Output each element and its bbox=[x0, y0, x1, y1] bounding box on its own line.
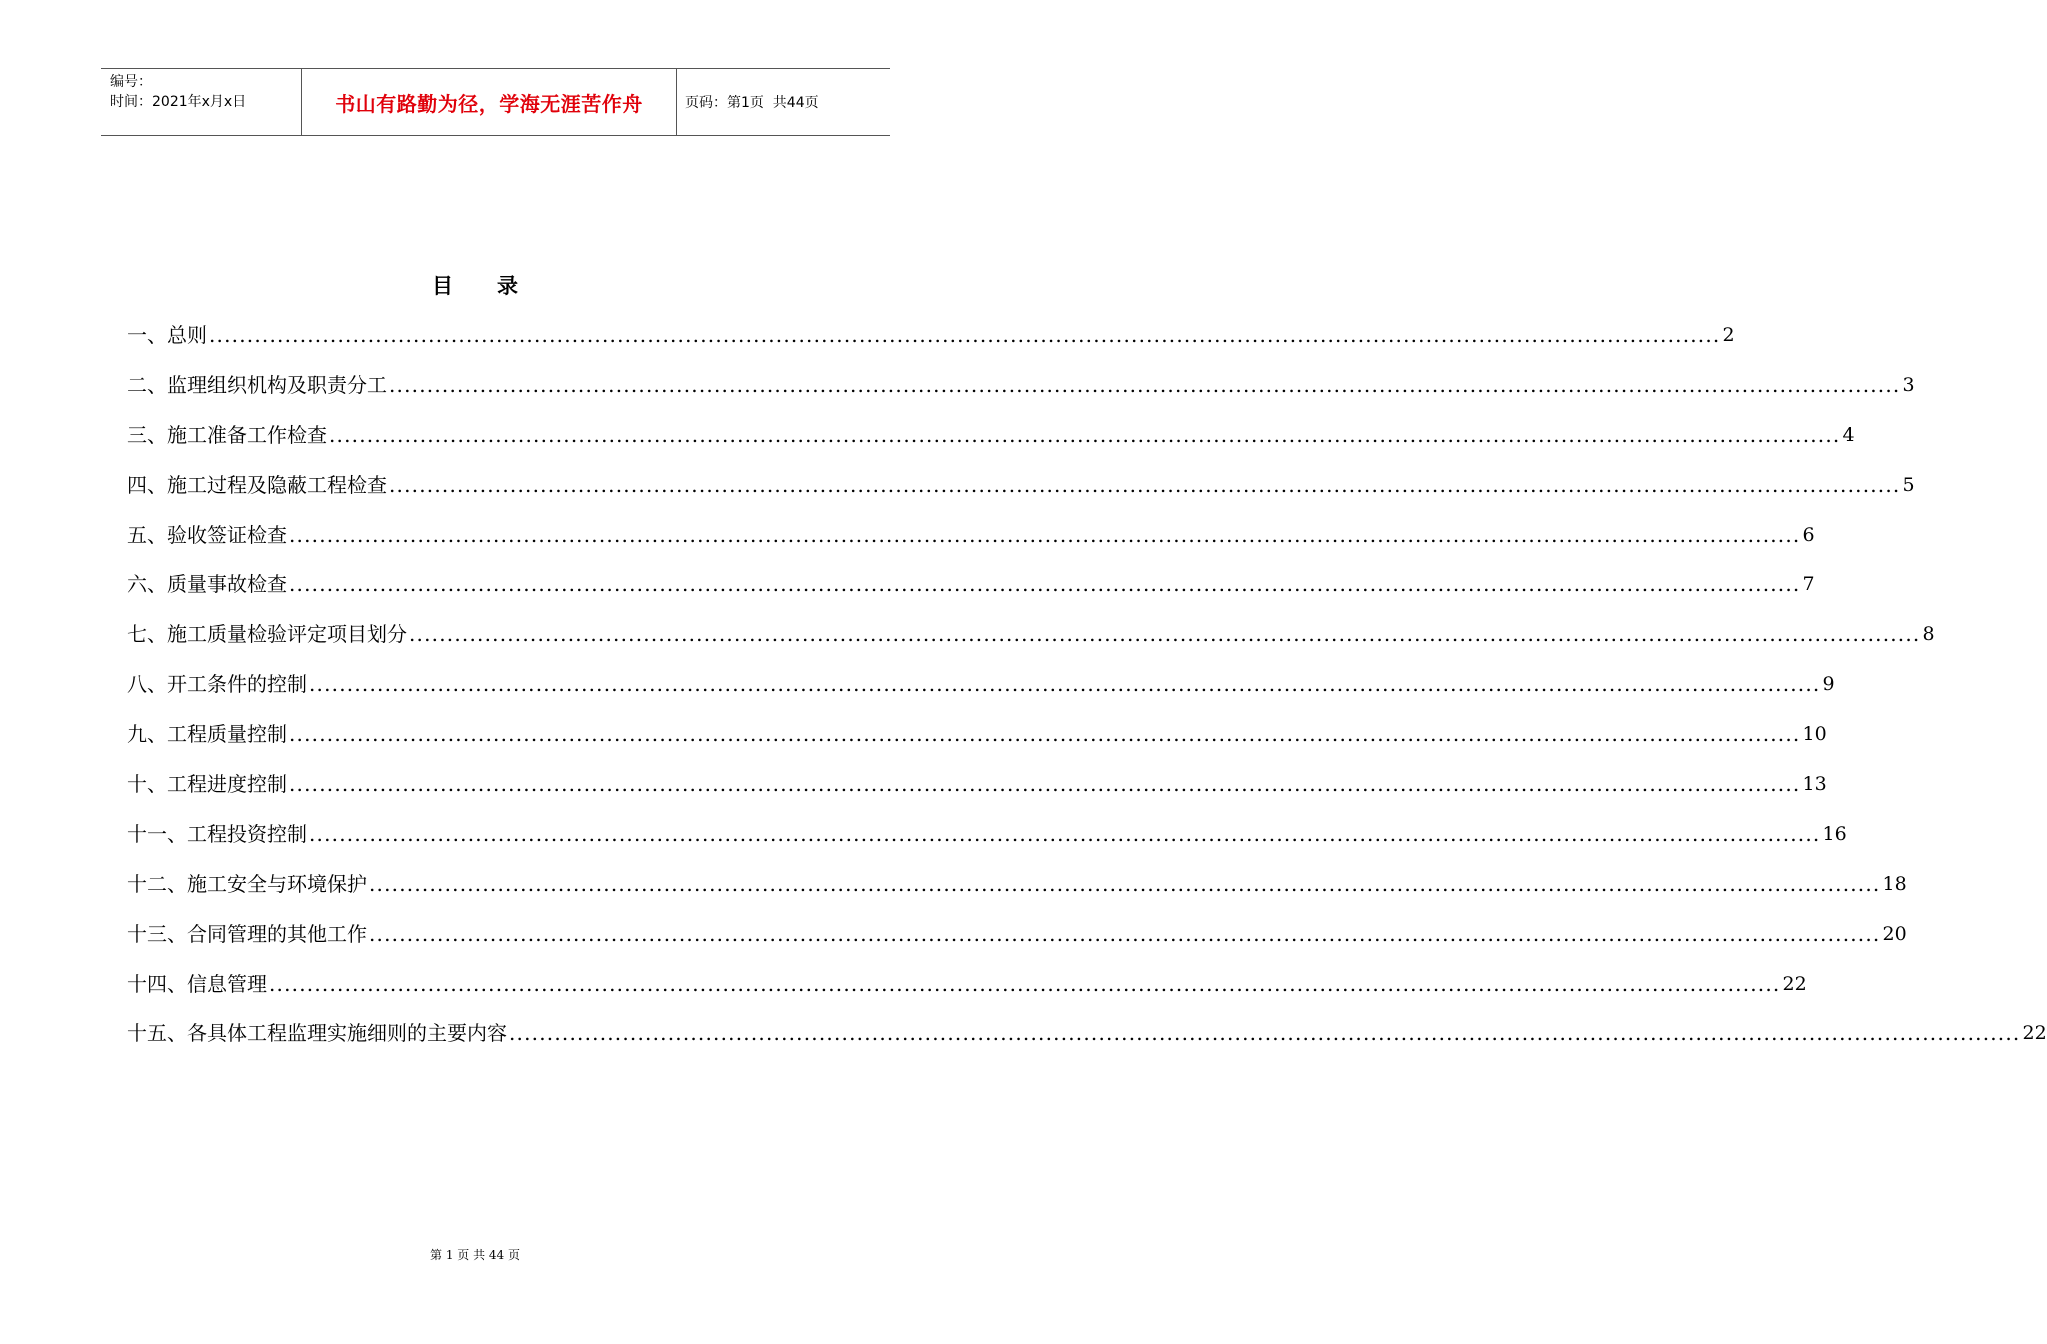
toc-entry-label: 十、工程进度控制 bbox=[127, 772, 287, 797]
toc-entry[interactable] bbox=[127, 1018, 2047, 1068]
toc-entry-label: 四、施工过程及隐蔽工程检查 bbox=[127, 472, 387, 497]
toc-entry-label: 八、开工条件的控制 bbox=[127, 672, 307, 697]
toc-title-left: 目 bbox=[432, 273, 453, 298]
toc-entry[interactable] bbox=[127, 669, 1835, 719]
toc-entry-label: 二、监理组织机构及职责分工 bbox=[127, 372, 387, 397]
toc-entry-label: 五、验收签证检查 bbox=[127, 522, 287, 547]
number-label: 编号： bbox=[110, 74, 152, 90]
header-divider-right bbox=[676, 69, 677, 135]
toc-leader-dots: ........................................................................................................................................................................................................ bbox=[409, 622, 1921, 647]
toc-title-right: 录 bbox=[497, 273, 518, 298]
toc-entry-page: 9 bbox=[1822, 673, 1835, 696]
toc-entry[interactable] bbox=[127, 569, 1815, 619]
toc-entry-label: 七、施工质量检验评定项目划分 bbox=[127, 622, 407, 647]
toc-entry-page: 2 bbox=[1722, 324, 1735, 346]
header-meta bbox=[110, 72, 246, 112]
toc-entry[interactable] bbox=[127, 619, 1935, 669]
toc-entry-page: 22 bbox=[1782, 972, 1807, 995]
page-footer: 第 1 页 共 44 页 bbox=[430, 1248, 520, 1262]
toc-entry-page: 13 bbox=[1802, 773, 1827, 796]
toc-leader-dots: ........................................................................................................................................................................................................ bbox=[289, 722, 1801, 747]
toc-leader-dots: ........................................................................................................................................................................................................ bbox=[389, 472, 1901, 497]
toc-entry[interactable] bbox=[127, 769, 1827, 819]
toc-entry-label: 九、工程质量控制 bbox=[127, 722, 287, 747]
toc-leader-dots: ........................................................................................................................................................................................................ bbox=[369, 921, 1881, 946]
toc-leader-dots: ........................................................................................................................................................................................................ bbox=[369, 871, 1881, 896]
toc-entry-label: 六、质量事故检查 bbox=[127, 572, 287, 597]
table-of-contents bbox=[127, 320, 2047, 1068]
toc-leader-dots: ........................................................................................................................................................................................................ bbox=[269, 971, 1781, 996]
toc-entry-page: 20 bbox=[1882, 922, 1907, 945]
toc-leader-dots: ........................................................................................................................................................................................................ bbox=[309, 821, 1821, 846]
toc-entry-label: 三、施工准备工作检查 bbox=[127, 422, 327, 447]
toc-entry-page: 10 bbox=[1802, 723, 1827, 746]
toc-entry-label: 十四、信息管理 bbox=[127, 971, 267, 996]
toc-entry-label: 十五、各具体工程监理实施细则的主要内容 bbox=[127, 1021, 507, 1046]
toc-entry-page: 6 bbox=[1802, 523, 1815, 546]
date-label: 时间：2021年x月x日 bbox=[110, 94, 247, 110]
toc-entry-label: 十一、工程投资控制 bbox=[127, 821, 307, 846]
toc-entry[interactable] bbox=[127, 420, 1855, 470]
toc-leader-dots: ........................................................................................................................................................................................................ bbox=[289, 522, 1801, 547]
document-header bbox=[101, 68, 890, 136]
toc-entry-page: 4 bbox=[1842, 423, 1855, 446]
toc-entry[interactable] bbox=[127, 719, 1827, 769]
toc-entry-page: 16 bbox=[1822, 822, 1847, 845]
toc-entry-page: 8 bbox=[1922, 623, 1935, 646]
header-page-info: 页码：第1页 共44页 bbox=[685, 95, 819, 111]
toc-leader-dots: ........................................................................................................................................................................................................ bbox=[509, 1021, 2021, 1046]
toc-entry-label: 十二、施工安全与环境保护 bbox=[127, 871, 367, 896]
toc-leader-dots: ........................................................................................................................................................................................................ bbox=[389, 372, 1901, 397]
toc-title bbox=[0, 270, 950, 300]
toc-entry[interactable] bbox=[127, 819, 1847, 869]
toc-entry-label: 一、总则 bbox=[127, 323, 207, 347]
toc-entry-page: 22 bbox=[2022, 1022, 2047, 1045]
toc-entry[interactable] bbox=[127, 869, 1907, 919]
toc-entry-page: 5 bbox=[1902, 473, 1915, 496]
toc-leader-dots: ........................................................................................................................................................................................................ bbox=[289, 572, 1801, 597]
toc-entry-page: 3 bbox=[1902, 373, 1915, 396]
toc-leader-dots: ........................................................................................................................................................................................................ bbox=[309, 672, 1821, 697]
toc-entry-page: 18 bbox=[1882, 872, 1907, 895]
toc-leader-dots: ........................................................................................................................................................................................................ bbox=[289, 772, 1801, 797]
toc-entry[interactable] bbox=[127, 520, 1815, 570]
toc-leader-dots: ........................................................................................................................................................................................................ bbox=[209, 323, 1721, 347]
header-motto: 书山有路勤为径，学海无涯苦作舟 bbox=[335, 91, 643, 116]
toc-leader-dots: ........................................................................................................................................................................................................ bbox=[329, 422, 1841, 447]
toc-entry[interactable] bbox=[127, 969, 1807, 1019]
toc-entry[interactable] bbox=[127, 919, 1907, 969]
toc-entry[interactable] bbox=[127, 470, 1915, 520]
toc-entry-label: 十三、合同管理的其他工作 bbox=[127, 921, 367, 946]
toc-entry-page: 7 bbox=[1802, 573, 1815, 596]
toc-entry[interactable] bbox=[127, 320, 1735, 370]
toc-entry[interactable] bbox=[127, 370, 1915, 420]
